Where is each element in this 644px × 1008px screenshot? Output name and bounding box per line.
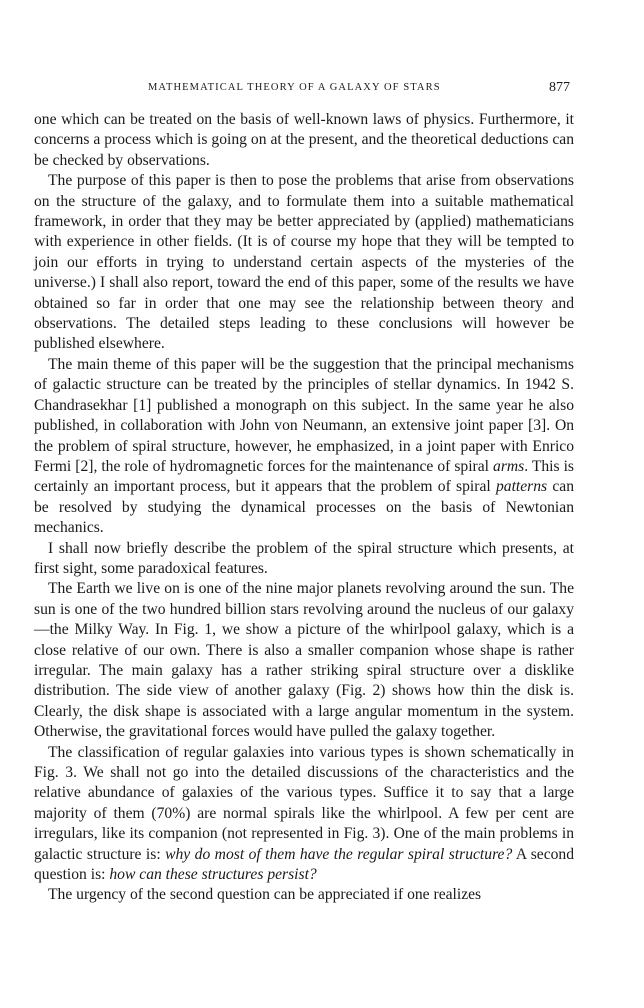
text-segment: . This is certainly an important process, but it appears that the problem of spiral	[34, 457, 574, 496]
text-segment: The Earth we live on is one of the nine major planets revolving around the sun. The sun is one of the two hundred billion stars revolving around the nucleus of our galaxy—the Milky Way. In Fig. 1, we show a picture of the whirlpool galaxy, which is a close relative of our own. There is also a smaller companion whose shape is rather irregular. The main galaxy has a rather striking spiral structure over a disklike distribution. The side view of another galaxy (Fig. 2) shows how thin the disk is. Clearly, the disk shape is associated with a large angular momentum in the system. Otherwise, the gravitational forces would have pulled the galaxy together.	[34, 580, 574, 741]
paragraph-1	[34, 110, 574, 171]
paragraph-7	[34, 885, 574, 905]
text-segment: A second question is:	[34, 845, 575, 884]
italic-question-2: how can these structures persist?	[109, 866, 317, 884]
italic-term-arms: arms	[493, 457, 525, 475]
page-number: 877	[549, 80, 570, 95]
italic-question-1: why do most of them have the regular spiral structure?	[165, 845, 513, 863]
paragraph-2	[34, 171, 574, 355]
paragraph-3	[34, 355, 574, 539]
paragraph-5	[34, 579, 574, 742]
text-segment: can be resolved by studying the dynamical processes on the basis of Newtonian mechanics.	[34, 478, 574, 537]
text-segment: The urgency of the second question can be appreciated if one realizes	[48, 886, 482, 904]
italic-term-patterns: patterns	[495, 478, 548, 496]
body-text	[34, 110, 574, 906]
text-segment: The classification of regular galaxies into various types is shown schematically in Fig. 3. We shall not go into the detailed discussions of the characteristics and the relative abundance of galaxies of the various types. Suffice it to say that a large majority of them (70%) are normal spirals like the whirlpool. A few per cent are irregulars, like its companion (not represented in Fig. 3). One of the main problems in galactic structure is:	[34, 743, 574, 863]
text-segment: The purpose of this paper is then to pose the problems that arise from observations on the structure of the galaxy, and to formulate them into a suitable mathematical framework, in order that they may be better appreciated by (applied) mathematicians with experience in other fields. (It is of course my hope that they will be tempted to join our efforts in trying to understand certain aspects of the mysteries of the universe.) I shall also report, toward the end of this paper, some of the results we have obtained so far in order that one may see the relationship between theory and observations. The detailed steps leading to these conclusions will however be published elsewhere.	[34, 172, 574, 353]
paragraph-4	[34, 539, 574, 580]
paragraph-6	[34, 743, 574, 886]
text-segment: I shall now briefly describe the problem of the spiral structure which presents, at first sight, some paradoxical features.	[34, 539, 574, 577]
running-head-title: MATHEMATICAL THEORY OF A GALAXY OF STARS	[148, 82, 441, 93]
text-segment: one which can be treated on the basis of well-known laws of physics. Furthermore, it concerns a process which is going on at the present, and the theoretical deductions can be checked by observations.	[34, 111, 574, 169]
text-segment: The main theme of this paper will be the suggestion that the principal mechanisms of galactic structure can be treated by the principles of stellar dynamics. In 1942 S. Chandrasekhar [1] published a monograph on this subject. In the same year he also published, in collaboration with John von Neumann, an extensive joint paper [3]. On the problem of spiral structure, however, he emphasized, in a joint paper with Enrico Fermi [2], the role of hydromagnetic forces for the maintenance of spiral	[34, 355, 574, 475]
